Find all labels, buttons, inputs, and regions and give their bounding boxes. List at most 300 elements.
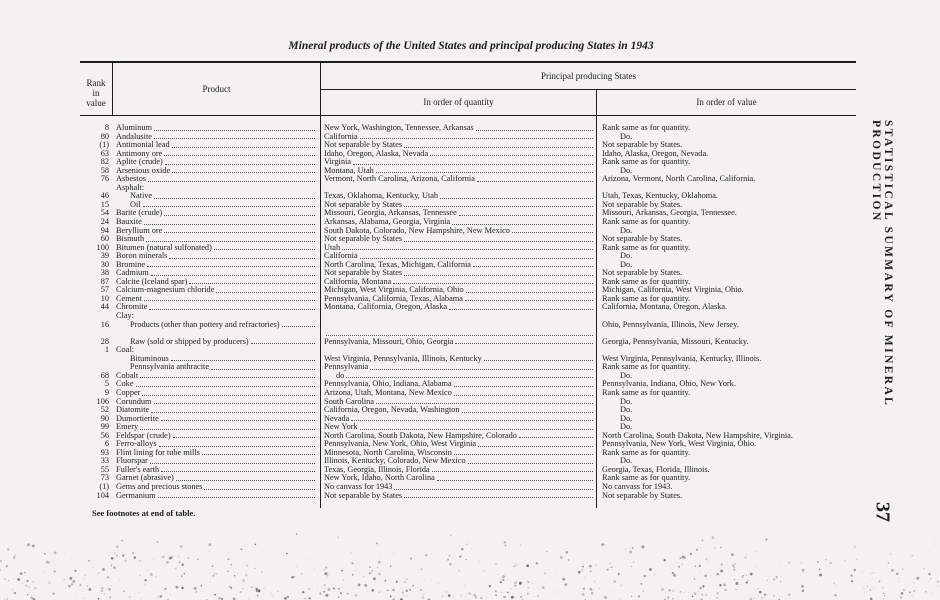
dot-leader	[454, 389, 593, 396]
product-name: Cadmium	[116, 268, 149, 278]
product-name: Fluorspar	[116, 456, 148, 466]
dot-leader	[165, 158, 315, 165]
rank-cell: 76	[100, 174, 109, 184]
dot-leader	[146, 235, 315, 242]
dot-leader	[404, 269, 593, 276]
product-name: Cement	[116, 293, 142, 303]
value-cell: Rank same as for quantity.	[602, 362, 691, 372]
rank-cell: 73	[100, 473, 109, 483]
dot-leader	[151, 406, 315, 413]
dot-leader	[353, 158, 593, 165]
header-rank: Rank in value	[86, 78, 106, 108]
dot-leader	[440, 192, 593, 199]
product-name: Boron minerals	[116, 251, 168, 261]
dot-leader	[172, 167, 315, 174]
product-cell	[116, 286, 316, 295]
rank-cell: 28	[100, 336, 109, 346]
dot-leader	[148, 175, 315, 182]
value-cell: Not separable by States.	[602, 234, 683, 244]
value-cell: Georgia, Texas, Florida, Illinois.	[602, 464, 710, 474]
dot-leader	[158, 492, 315, 499]
rank-cell: 58	[100, 165, 109, 175]
quantity-states: Montana, California, Oregon, Alaska	[324, 302, 448, 312]
value-cell: West Virginia, Pennsylvania, Kentucky, Illinois.	[602, 353, 762, 363]
table-row	[82, 295, 862, 304]
dot-leader	[462, 406, 593, 413]
value-cell: Do.	[620, 422, 633, 432]
product-cell	[116, 363, 316, 372]
table-row	[82, 192, 862, 201]
quantity-states: No canvass for 1943	[324, 481, 393, 491]
value-cell: Rank same as for quantity.	[602, 242, 691, 252]
dot-leader	[404, 235, 593, 242]
dot-leader	[154, 133, 315, 140]
scan-noise	[0, 530, 940, 600]
dot-leader	[346, 372, 593, 379]
dot-leader	[342, 244, 593, 251]
table-row	[82, 483, 862, 492]
table-row	[82, 133, 862, 142]
quantity-cell	[324, 415, 594, 424]
dot-leader	[140, 423, 315, 430]
product-name: Coke	[116, 379, 134, 389]
quantity-states: Idaho, Oregon, Alaska, Nevada	[324, 148, 429, 158]
dot-leader	[376, 398, 593, 405]
value-cell: North Carolina, South Dakota, New Hampshire, Virginia.	[602, 430, 793, 440]
dot-leader	[351, 415, 593, 422]
header-product: Product	[202, 84, 231, 94]
rank-cell: 33	[100, 456, 109, 466]
quantity-states: Utah	[324, 242, 341, 252]
dot-leader	[468, 457, 593, 464]
rank-cell: 106	[96, 396, 109, 406]
quantity-states: Pennsylvania	[324, 362, 369, 372]
value-cell: Do.	[620, 396, 633, 406]
table-row	[82, 457, 862, 466]
table-row	[82, 209, 862, 218]
product-cell	[116, 415, 316, 424]
rank-cell: 55	[100, 464, 109, 474]
product-name: Aplite (crude)	[116, 157, 163, 167]
quantity-states: North Carolina, South Dakota, New Hampshire, Colorado	[324, 430, 517, 440]
rank-cell: 1	[104, 345, 109, 355]
dot-leader	[164, 150, 315, 157]
value-cell: Do.	[620, 370, 633, 380]
product-name: Oil	[130, 199, 141, 209]
rank-cell: 38	[100, 268, 109, 278]
table-row	[82, 380, 862, 389]
product-name: Dumortierite	[116, 413, 159, 423]
rank-cell: 80	[100, 131, 109, 141]
quantity-states: California, Oregon, Nevada, Washington	[324, 405, 460, 415]
table-row	[82, 150, 862, 159]
dot-leader	[452, 218, 593, 225]
value-cell: Do.	[620, 259, 633, 269]
header-in-order-of-quantity: In order of quantity	[423, 97, 494, 107]
value-cell: Arizona, Vermont, North Carolina, California.	[602, 174, 756, 184]
dot-leader	[161, 415, 315, 422]
product-name: Andalusite	[116, 131, 152, 141]
quantity-cell	[324, 492, 594, 501]
table-row	[82, 372, 862, 381]
product-name: Emery	[116, 422, 139, 432]
dot-leader	[519, 432, 593, 439]
rank-cell: 63	[100, 148, 109, 158]
value-cell: Not separable by States.	[602, 140, 683, 150]
dot-leader	[142, 389, 315, 396]
quantity-states: New York, Washington, Tennessee, Arkansas	[324, 123, 474, 132]
rank-cell: 44	[100, 302, 109, 312]
rank-cell: 54	[100, 208, 109, 218]
product-name: Feldspar (crude)	[116, 430, 171, 440]
dot-leader	[161, 466, 315, 473]
table-title: Mineral products of the United States and principal producing States in 1943	[288, 40, 654, 52]
dot-leader	[360, 423, 593, 430]
dot-leader	[477, 175, 593, 182]
rank-cell: 39	[100, 251, 109, 261]
product-cell	[116, 380, 316, 389]
product-name: Antimonial lead	[116, 140, 170, 150]
rank-cell: 16	[100, 319, 109, 329]
table-row	[82, 175, 862, 184]
dot-leader	[449, 303, 593, 310]
quantity-states: Pennsylvania, Ohio, Indiana, Alabama	[324, 379, 452, 389]
value-cell: Ohio, Pennsylvania, Illinois, New Jersey.	[602, 319, 739, 329]
quantity-states: Vermont, North Carolina, Arizona, California	[324, 174, 475, 184]
value-cell: Do.	[620, 165, 633, 175]
quantity-states: Texas, Oklahoma, Kentucky, Utah	[324, 191, 439, 201]
quantity-states: Pennsylvania, Missouri, Ohio, Georgia	[324, 336, 454, 346]
table-row	[82, 201, 862, 210]
quantity-cell	[324, 338, 594, 347]
footnote: See footnotes at end of table.	[92, 508, 196, 518]
quantity-states: California	[324, 251, 358, 261]
rank-cell: 68	[100, 370, 109, 380]
dot-leader	[172, 141, 315, 148]
dot-leader	[204, 483, 315, 490]
dot-leader	[473, 261, 593, 268]
dot-leader	[159, 440, 315, 447]
quantity-states: Minnesota, North Carolina, Wisconsin	[324, 447, 452, 457]
rank-cell: 30	[100, 259, 109, 269]
running-head: STATISTICAL SUMMARY OF MINERAL PRODUCTION	[870, 120, 894, 407]
dot-leader	[476, 124, 593, 131]
value-cell: Rank same as for quantity.	[602, 123, 691, 132]
product-name: Bituminous	[130, 353, 169, 363]
dot-leader	[393, 278, 593, 285]
dot-leader	[154, 124, 315, 131]
product-cell	[116, 192, 316, 201]
table-row	[82, 449, 862, 458]
value-cell: Not separable by States.	[602, 490, 683, 500]
value-cell: Missouri, Arkansas, Georgia, Tennessee.	[602, 208, 737, 218]
rank-cell: 10	[100, 293, 109, 303]
quantity-states: Pennsylvania, California, Texas, Alabama	[324, 293, 463, 303]
dot-leader	[173, 432, 315, 439]
dot-leader	[454, 449, 593, 456]
quantity-cell	[324, 124, 594, 133]
dot-leader	[282, 321, 315, 328]
value-cell: Rank same as for quantity.	[602, 473, 691, 483]
rank-cell: (1)	[99, 481, 109, 491]
product-cell	[116, 492, 316, 501]
dot-leader	[454, 380, 593, 387]
value-cell: Georgia, Pennsylvania, Missouri, Kentucky.	[602, 336, 749, 346]
table-row	[82, 406, 862, 415]
rank-cell: 100	[96, 242, 109, 252]
dot-leader	[432, 466, 593, 473]
rank-cell: 104	[96, 490, 109, 500]
dot-leader	[512, 227, 593, 234]
quantity-states: Virginia	[324, 157, 352, 167]
dot-leader	[326, 335, 593, 336]
value-cell: Utah, Texas, Kentucky, Oklahoma.	[602, 191, 719, 201]
rank-cell: 52	[100, 405, 109, 415]
table-row	[82, 415, 862, 424]
rank-cell: 93	[100, 447, 109, 457]
value-cell: Rank same as for quantity.	[602, 217, 691, 227]
quantity-states: South Carolina	[324, 396, 375, 406]
table-row	[82, 389, 862, 398]
product-name: Barite (crude)	[116, 208, 163, 218]
rank-cell: (1)	[99, 140, 109, 150]
product-name: Antimony ore	[116, 148, 163, 158]
header-principal-states: Principal producing States	[541, 71, 636, 81]
dot-leader	[211, 363, 315, 370]
table-row	[82, 303, 862, 312]
table-row	[82, 124, 862, 133]
dot-leader	[404, 201, 593, 208]
value-cell: Michigan, California, West Virginia, Ohio.	[602, 285, 744, 295]
dot-leader	[136, 380, 315, 387]
rank-cell: 99	[100, 422, 109, 432]
value-cell: Not separable by States.	[602, 268, 683, 278]
value-cell: Not separable by States.	[602, 199, 683, 209]
quantity-states: West Virginia, Pennsylvania, Illinois, Kentucky	[324, 353, 482, 363]
quantity-states: California, Montana	[324, 276, 392, 286]
rank-cell: 90	[100, 413, 109, 423]
value-cell: Do.	[620, 225, 633, 235]
quantity-states: Missouri, Georgia, Arkansas, Tennessee	[324, 208, 457, 218]
product-cell	[116, 321, 316, 330]
page-number: 37	[871, 502, 894, 522]
dot-leader	[360, 133, 593, 140]
product-name: Bauxite	[116, 217, 142, 227]
value-cell: Rank same as for quantity.	[602, 276, 691, 286]
quantity-states: Not separable by States	[324, 234, 403, 244]
dot-leader	[214, 244, 315, 251]
product-name: Cobalt	[116, 370, 139, 380]
product-cell	[116, 209, 316, 218]
quantity-states: New York	[324, 422, 358, 432]
product-cell	[116, 175, 316, 184]
rank-cell: 15	[100, 199, 109, 209]
product-name: Beryllium ore	[116, 225, 163, 235]
dot-leader	[459, 209, 593, 216]
value-cell: Rank same as for quantity.	[602, 387, 691, 397]
product-cell	[116, 167, 316, 176]
product-cell	[116, 252, 316, 261]
value-cell: California, Montana, Oregon, Alaska.	[602, 302, 728, 312]
table-row	[82, 321, 862, 338]
dot-leader	[164, 227, 315, 234]
quantity-states: Nevada	[324, 413, 350, 423]
table-row	[82, 286, 862, 295]
quantity-states: Montana, Utah	[324, 165, 374, 175]
product-name: Fuller's earth	[116, 464, 160, 474]
value-cell: Rank same as for quantity.	[602, 447, 691, 457]
rank-cell: 6	[104, 439, 109, 449]
product-name: Calcite (Iceland spar)	[116, 276, 188, 286]
product-name: Bitumen (natural sulfonated)	[116, 242, 212, 252]
quantity-states: Not separable by States	[324, 140, 403, 150]
dot-leader	[169, 252, 315, 259]
quantity-states: Not separable by States	[324, 268, 403, 278]
table-row	[82, 398, 862, 407]
quantity-cell	[324, 150, 594, 159]
value-cell: Rank same as for quantity.	[602, 293, 691, 303]
dot-leader	[251, 338, 315, 345]
value-cell: Do.	[620, 251, 633, 261]
product-name: Aluminum	[116, 123, 152, 132]
product-name: Ferro-alloys	[116, 439, 157, 449]
dot-leader	[370, 363, 593, 370]
rank-cell: 5	[104, 379, 109, 389]
table-body	[82, 124, 862, 500]
dot-leader	[164, 209, 315, 216]
dot-leader	[478, 440, 593, 447]
quantity-states: New York, Idaho, North Carolina	[324, 473, 435, 483]
product-name: Bismuth	[116, 234, 145, 244]
table-row	[82, 158, 862, 167]
rank-cell: 56	[100, 430, 109, 440]
dot-leader	[466, 286, 593, 293]
rank-cell: 24	[100, 217, 109, 227]
top-rule	[80, 61, 856, 63]
product-name: Gems and precious stones	[116, 481, 203, 491]
quantity-cell	[324, 244, 594, 253]
quantity-states: Pennsylvania, New York, Ohio, West Virginia	[324, 439, 477, 449]
rank-cell: 94	[100, 225, 109, 235]
product-name: Germanium	[116, 490, 156, 500]
product-name: Calcium-magnesium chloride	[116, 285, 215, 295]
quantity-cell	[324, 406, 594, 415]
quantity-states: Not separable by States	[324, 490, 403, 500]
rank-cell: 82	[100, 157, 109, 167]
rank-cell: 8	[104, 123, 109, 132]
dot-leader	[189, 278, 315, 285]
rank-cell: 60	[100, 234, 109, 244]
product-name: Asphalt:	[116, 182, 145, 192]
dot-leader	[144, 295, 315, 302]
table-row	[82, 261, 862, 270]
dot-leader	[176, 474, 315, 481]
dot-leader	[430, 150, 593, 157]
dot-leader	[171, 355, 315, 362]
quantity-cell	[324, 235, 594, 244]
quantity-states: do	[336, 370, 345, 380]
product-name: Arsenious oxide	[116, 165, 171, 175]
header-bottom-rule	[80, 115, 856, 116]
header-in-order-of-value: In order of value	[696, 97, 757, 107]
value-cell: Do.	[620, 413, 633, 423]
rank-cell: 9	[104, 387, 109, 397]
product-cell	[116, 303, 316, 312]
value-cell: Do.	[620, 456, 633, 466]
value-cell: Rank same as for quantity.	[602, 157, 691, 167]
dot-leader	[465, 295, 593, 302]
dot-leader	[144, 218, 315, 225]
dot-leader	[216, 286, 315, 293]
product-name: Asbestos	[116, 174, 146, 184]
quantity-cell	[324, 175, 594, 184]
quantity-states: Texas, Georgia, Illinois, Florida	[324, 464, 430, 474]
quantity-cell	[324, 363, 594, 372]
product-name: Bromine	[116, 259, 146, 269]
table-row	[82, 269, 862, 278]
quantity-states: Not separable by States	[324, 199, 403, 209]
value-cell: Pennsylvania, New York, West Virginia, Ohio.	[602, 439, 757, 449]
quantity-states: South Dakota, Colorado, New Hampshire, New Mexico	[324, 225, 510, 235]
dot-leader	[437, 474, 593, 481]
quantity-states: Michigan, West Virginia, California, Ohio	[324, 285, 464, 295]
quantity-states: North Carolina, Texas, Michigan, California	[324, 259, 471, 269]
dot-leader	[143, 201, 315, 208]
dot-leader	[394, 483, 593, 490]
dot-leader	[149, 303, 315, 310]
value-cell: Idaho, Alaska, Oregon, Nevada.	[602, 148, 709, 158]
product-name: Corundum	[116, 396, 152, 406]
table-row	[82, 492, 862, 501]
table-row	[82, 338, 862, 347]
dot-leader	[484, 355, 593, 362]
quantity-states: Arkansas, Alabama, Georgia, Virginia	[324, 217, 451, 227]
table-row	[82, 363, 862, 372]
table-row	[82, 141, 862, 150]
quantity-states: California	[324, 131, 358, 141]
value-cell: Pennsylvania, Indiana, Ohio, New York.	[602, 379, 736, 389]
dot-leader	[154, 398, 316, 405]
dot-leader	[360, 252, 593, 259]
dot-leader	[147, 261, 315, 268]
rank-cell: 57	[100, 285, 109, 295]
quantity-states: Arizona, Utah, Montana, New Mexico	[324, 387, 452, 397]
product-name: Native	[130, 191, 153, 201]
dot-leader	[154, 192, 315, 199]
quantity-states: Illinois, Kentucky, Colorado, New Mexico	[324, 456, 466, 466]
dot-leader	[376, 167, 593, 174]
product-name: Products (other than pottery and refractories)	[130, 319, 280, 329]
table-row	[82, 252, 862, 261]
product-name: Clay:	[116, 311, 134, 321]
product-name: Flint lining for tube mills	[116, 447, 200, 457]
dot-leader	[202, 449, 315, 456]
dot-leader	[151, 269, 315, 276]
rank-cell: 46	[100, 191, 109, 201]
dot-leader	[404, 492, 593, 499]
header-mid-rule	[320, 89, 856, 90]
dot-leader	[404, 141, 593, 148]
value-cell: Do.	[620, 405, 633, 415]
product-name: Pennsylvania anthracite	[130, 362, 210, 372]
dot-leader	[150, 457, 315, 464]
quantity-cell	[324, 321, 594, 338]
quantity-cell	[324, 303, 594, 312]
product-cell	[116, 227, 316, 236]
table-row	[82, 466, 862, 475]
table-row	[82, 227, 862, 236]
product-name: Chromite	[116, 302, 148, 312]
